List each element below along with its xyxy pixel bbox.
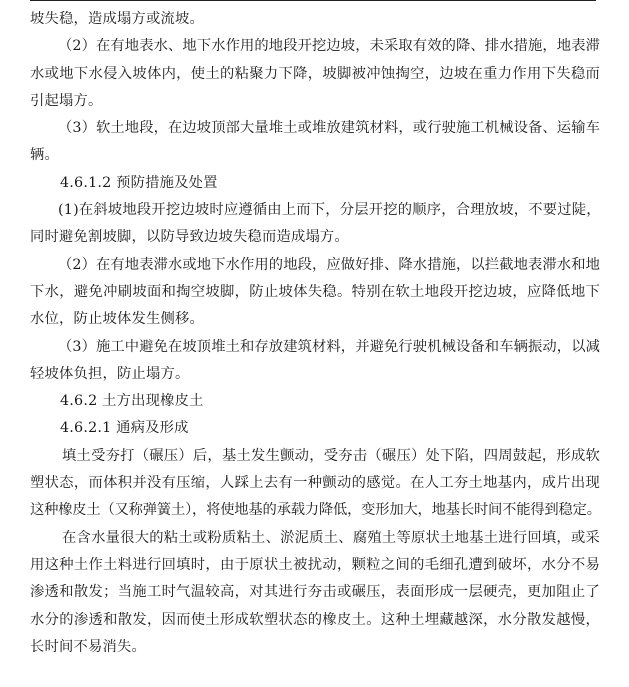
text-line: 长时间不易消失。 [30,638,146,655]
text-line: 水分的渗透和散发，因而使土形成软塑状态的橡皮土。这种土埋藏越深，水分散发越慢， [30,611,600,628]
section-heading: 4.6.2.1 通病及形成 [60,420,189,437]
text-line: 这种橡皮土（又称弹簧土），将使地基的承载力降低，变形加大，地基长时间不能得到稳定。 [30,502,601,519]
text-line: 用这种土作土料进行回填时，由于原状土被扰动，颗粒之间的毛细孔遭到破坏，水分不易 [30,556,600,573]
text-line: 塑状态，而体积并没有压缩，人踩上去有一种颤动的感觉。在人工夯土地基内，成片出现 [30,475,600,492]
text-line: 同时避免割坡脚，以防导致边坡失稳而造成塌方。 [30,229,349,246]
top-rule [30,0,596,1]
section-heading: 4.6.2 土方出现橡皮土 [60,393,204,410]
paragraph-line: （2）在有地表水、地下水作用的地段开挖边坡，未采取有效的降、排水措施，地表滞 [58,38,600,55]
paragraph-line: （3）施工中避免在坡顶堆土和存放建筑材料，并避免行驶机械设备和车辆振动，以减 [58,338,600,355]
text-line: 水位，防止坡体发生侧移。 [30,311,204,328]
text-line: 辆。 [30,147,59,164]
text-line: 坡失稳，造成塌方或流坡。 [30,11,204,27]
paragraph-line: 填土受夯打（碾压）后，基土发生颤动，受夯击（碾压）处下陷，四周鼓起，形成软 [62,447,600,464]
text-line: 水或地下水侵入坡体内，使土的粘聚力下降，坡脚被冲蚀掏空，边坡在重力作用下失稳而 [30,65,600,82]
paragraph-line: （3）软土地段，在边坡顶部大量堆土或堆放建筑材料，或行驶施工机械设备、运输车 [58,120,600,137]
text-line: 引起塌方。 [30,92,103,109]
document-body [30,6,600,661]
section-heading: 4.6.1.2 预防措施及处置 [60,174,218,191]
paragraph-line: （2）在有地表滞水或地下水作用的地段，应做好排、降水措施，以拦截地表滞水和地 [58,256,600,273]
text-line: 轻坡体负担，防止塌方。 [30,365,190,382]
text-line: 渗透和散发；当施工时气温较高，对其进行夯击或碾压，表面形成一层硬壳，更加阻止了 [30,584,600,601]
paragraph-line: (1)在斜坡地段开挖边坡时应遵循由上而下，分层开挖的顺序，合理放坡，不要过陡， [58,202,601,219]
paragraph-line: 在含水量很大的粘土或粉质粘土、淤泥质土、腐殖土等原状土地基土进行回填，或采 [62,529,600,546]
text-line: 下水，避免冲刷坡面和掏空坡脚，防止坡体失稳。特别在软土地段开挖边坡，应降低地下 [30,283,600,300]
